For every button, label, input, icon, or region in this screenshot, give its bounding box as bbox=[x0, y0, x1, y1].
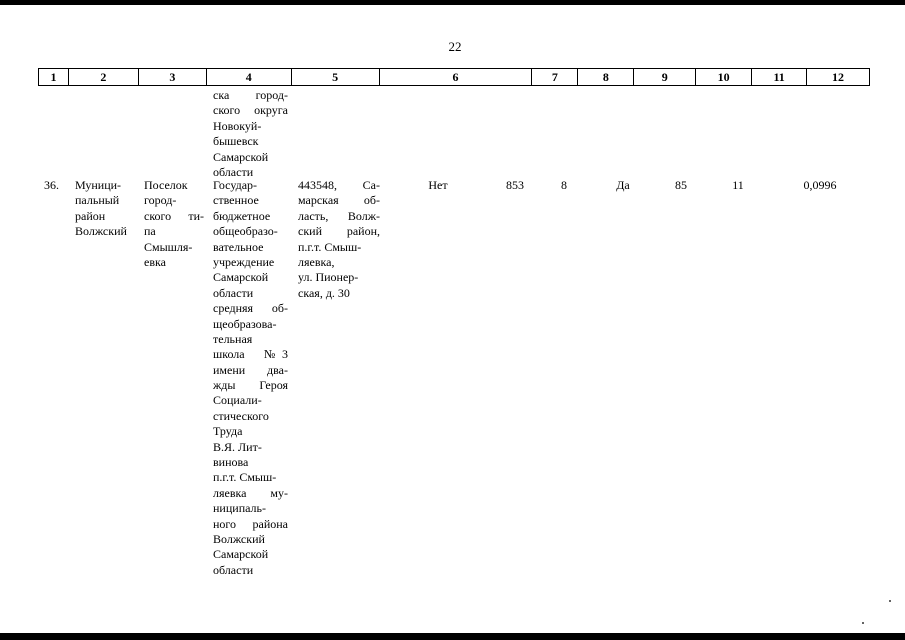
header-col-9: 9 bbox=[634, 69, 696, 85]
text-line: винова bbox=[213, 455, 249, 470]
text-line: учреждение bbox=[213, 254, 275, 269]
text-line: п.г.т. Смыш- bbox=[213, 470, 277, 485]
text-line: Муници- bbox=[75, 178, 122, 192]
header-col-2: 2 bbox=[69, 69, 139, 85]
text-line: Новокуй- bbox=[213, 118, 262, 133]
text-line: Государ- bbox=[213, 178, 258, 192]
header-col-10: 10 bbox=[696, 69, 752, 85]
text-line: ского ти- bbox=[144, 208, 204, 223]
text-line: имени два- bbox=[213, 362, 288, 377]
row-col10: 85 bbox=[675, 178, 687, 192]
row-col11: 11 bbox=[732, 178, 744, 192]
text-line: город- bbox=[144, 193, 177, 208]
page-number: 22 bbox=[448, 39, 462, 54]
text-line: Социали- bbox=[213, 393, 262, 408]
text-line: пальный bbox=[75, 193, 120, 208]
row-col7: 853 bbox=[506, 178, 524, 192]
header-col-5: 5 bbox=[292, 69, 380, 85]
row-col12: 0,0996 bbox=[803, 178, 837, 192]
row-col8: 8 bbox=[561, 178, 567, 192]
text-line: щеобразова- bbox=[213, 316, 277, 331]
row-col9: Да bbox=[616, 178, 630, 192]
text-line: ский район, bbox=[298, 224, 380, 239]
text-line: ляевка му- bbox=[213, 485, 288, 500]
text-line: ского округа bbox=[213, 103, 288, 118]
text-line: школа № 3 bbox=[213, 347, 288, 362]
scan-speck bbox=[862, 622, 864, 624]
header-col-7: 7 bbox=[532, 69, 578, 85]
text-line: ниципаль- bbox=[213, 501, 266, 516]
text-line: жды Героя bbox=[213, 378, 288, 393]
text-line: ска город- bbox=[213, 88, 288, 102]
text-line: ская, д. 30 bbox=[298, 285, 350, 300]
header-col-6: 6 bbox=[380, 69, 533, 85]
table-header-row bbox=[38, 68, 870, 86]
text-line: Самарской bbox=[213, 149, 269, 164]
text-line: В.Я. Лит- bbox=[213, 439, 262, 454]
text-line: области bbox=[213, 285, 254, 300]
text-line: ул. Пионер- bbox=[298, 270, 359, 285]
header-col-8: 8 bbox=[578, 69, 634, 85]
row-col2 bbox=[75, 178, 137, 240]
scan-bottom-border bbox=[0, 633, 905, 640]
text-line: Смышля- bbox=[144, 239, 193, 254]
row-col6: Нет bbox=[428, 178, 448, 192]
text-line: Самарской bbox=[213, 270, 269, 285]
text-line: ственное bbox=[213, 193, 259, 208]
row-number: 36. bbox=[44, 178, 59, 192]
text-line: общеобразо- bbox=[213, 224, 278, 239]
text-line: ляевка, bbox=[298, 254, 335, 269]
text-line: па bbox=[144, 224, 156, 239]
header-col-11: 11 bbox=[752, 69, 807, 85]
text-line: марская об- bbox=[298, 193, 380, 208]
text-line: ного района bbox=[213, 516, 288, 531]
row-col4 bbox=[213, 178, 288, 578]
row-col5 bbox=[298, 178, 380, 301]
text-line: Волжский bbox=[213, 531, 265, 546]
text-line: Волжский bbox=[75, 224, 127, 239]
scan-speck bbox=[889, 600, 891, 602]
text-line: области bbox=[213, 164, 254, 179]
text-line: Самарской bbox=[213, 547, 269, 562]
row-col3 bbox=[144, 178, 204, 270]
text-line: п.г.т. Смыш- bbox=[298, 239, 362, 254]
scan-top-border bbox=[0, 0, 905, 5]
text-line: бюджетное bbox=[213, 208, 271, 223]
text-line: Труда bbox=[213, 424, 243, 439]
header-col-3: 3 bbox=[139, 69, 207, 85]
header-col-4: 4 bbox=[207, 69, 292, 85]
text-line: вательное bbox=[213, 239, 264, 254]
text-line: средняя об- bbox=[213, 301, 288, 316]
header-col-12: 12 bbox=[832, 70, 845, 84]
text-line: 443548, Са- bbox=[298, 178, 380, 192]
text-line: евка bbox=[144, 255, 166, 270]
text-line: район bbox=[75, 208, 106, 223]
text-line: области bbox=[213, 562, 254, 577]
text-line: Поселок bbox=[144, 178, 188, 192]
text-line: стического bbox=[213, 408, 269, 423]
text-line: ласть, Волж- bbox=[298, 208, 380, 223]
continuation-col4 bbox=[213, 88, 288, 180]
text-line: тельная bbox=[213, 331, 253, 346]
header-col-1: 1 bbox=[39, 69, 69, 85]
text-line: бышевск bbox=[213, 134, 259, 149]
